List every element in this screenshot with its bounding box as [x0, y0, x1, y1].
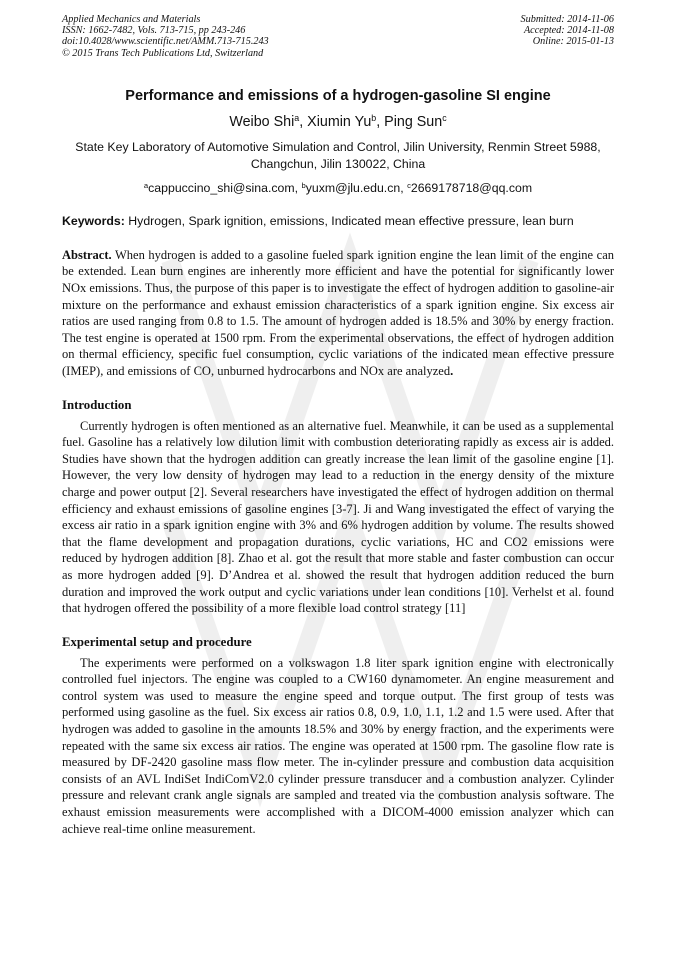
online-date: Online: 2015-01-13 [532, 36, 614, 48]
affiliation [62, 139, 614, 173]
keywords [62, 213, 614, 229]
journal-name: Applied Mechanics and Materials [62, 14, 201, 25]
publication-info [62, 14, 269, 59]
section-heading-introduction: Introduction [62, 397, 132, 412]
affiliation-line: State Key Laboratory of Automotive Simulation and Control, Jilin University, Renmin Street 5988, [75, 139, 601, 154]
email-address: 2669178718@qq.com [410, 180, 533, 195]
author-affil-mark: c [442, 112, 447, 123]
abstract [62, 247, 614, 380]
author-affil-mark: a [294, 112, 300, 123]
doi: doi:10.4028/www.scientific.net/AMM.713-715.243 [62, 36, 269, 48]
paper-title: Performance and emissions of a hydrogen-gasoline SI engine [125, 87, 551, 104]
issn: ISSN: 1662-7482, Vols. 713-715, pp 243-246 [62, 25, 246, 37]
submitted-date: Submitted: 2014-11-06 [520, 14, 614, 25]
email-mark: a [143, 180, 149, 190]
keywords-text: Hydrogen, Spark ignition, emissions, Indicated mean effective pressure, lean burn [128, 213, 574, 228]
author-name: Ping Sun [384, 113, 443, 130]
copyright: © 2015 Trans Tech Publications Ltd, Switzerland [62, 47, 264, 59]
section-heading-experimental: Experimental setup and procedure [62, 634, 252, 649]
email-address: cappuccino_shi@sina.com [148, 180, 295, 195]
publication-dates [521, 14, 614, 59]
email-mark: b [301, 180, 306, 190]
author-name: Weibo Shi [229, 113, 295, 130]
introduction-paragraph: Currently hydrogen is often mentioned as an alternative fuel. Meanwhile, it can be used as a supplemental fuel. Gasoline has a relatively low dilution limit with combustion deteriorating rapidly as excess air is added. Studies have shown that the hydrogen addition can greatly increase the lean limit of the gasoline engine [1]. However, the very low density of hydrogen may lead to a reduction in the energy density of the mixture charge and power output [2]. Several researchers have investigated the effect of hydrogen addition on thermal efficiency and exhaust emissions of gasoline engines [3-7]. Ji and Wang investigated the effect of varying the excess air ratio in a spark ignition engine with 3% and 6% hydrogen addition by volume. The results showed that the flame development and propagation durations, cyclic variations, HC and CO2 emissions were reduced by hydrogen addition [8]. Zhao et al. got the result that more stable and faster combustion can occur as more hydrogen added [9]. D’Andrea et al. showed the result that hydrogen addition reduced the burn duration and improved the work output and cyclic variations under lean conditions [10]. Verhelst et al. found that hydrogen offered the possibility of a more flexible load control strategy [11] [62, 418, 614, 616]
keywords-label: Keywords: [62, 213, 125, 228]
author-affil-mark: b [371, 112, 377, 123]
email-list: $^a$cappuccino_shi@sina.com, $^b$yuxm@jlu.edu.cn, $^c$2669178718@qq.com [143, 180, 533, 195]
experimental-paragraph: The experiments were performed on a volkswagon 1.8 liter spark ignition engine with electronically controlled fuel injectors. The engine was coupled to a CW160 dynamometer. An engine measurement and control system was used to measure the engine speed and torque output. The first group of tests was performed using gasoline as the fuel. Six excess air ratios 0.8, 0.9, 1.0, 1.1, 1.2 and 1.5 were used. After that hydrogen was added to gasoline in the amounts 18.5% and 30% by energy fraction, and the experiments were repeated with the same six excess air ratios. The engine was operated at 1500 rpm. The gasoline flow rate is measured by DF-2420 gasoline mass flow meter. The in-cylinder pressure and combustion data acquisition consists of an AVL IndiSet IndiComV2.0 cylinder pressure transducer and a combustion analyzer. Cylinder pressure and relevant crank angle signals are sampled and treated via the combustion analysis software. The exhaust emission measurements were accomplished with a DICOM-4000 emission analyzer which can achieve real-time online measurement. [62, 655, 614, 836]
email-address: yuxm@jlu.edu.cn [305, 180, 401, 195]
author-name: Xiumin Yu [307, 113, 372, 130]
affiliation-line: Changchun, Jilin 130022, China [250, 156, 426, 171]
abstract-end: . [450, 363, 454, 378]
publication-header [62, 14, 614, 59]
abstract-label: Abstract. [62, 247, 112, 262]
abstract-text: When hydrogen is added to a gasoline fueled spark ignition engine the lean limit of the engine can be extended. Lean burn engines are inherently more efficient and have the potential for significantly lower NOx emissions. Thus, the purpose of this paper is to investigate the effect of hydrogen addition to gasoline-air mixture on the performance and exhaust emission characteristics of a spark ignition engine. Six excess air ratios are used ranging from 0.8 to 1.5. The amount of hydrogen added is 18.5% and 30% by energy fraction. The test engine is operated at 1500 rpm. From the experimental observations, the effect of hydrogen addition on thermal efficiency, specific fuel consumption, cyclic variations of the indicated mean effective pressure (IMEP), and emissions of CO, unburned hydrocarbons and NOx are analyzed [62, 247, 614, 378]
paper-page [62, 14, 614, 837]
accepted-date: Accepted: 2014-11-08 [523, 25, 614, 37]
author-list: Weibo Shi$^a$, Xiumin Yu$^b$, Ping Sun$^c$ [229, 112, 447, 130]
email-mark: c [407, 180, 411, 190]
